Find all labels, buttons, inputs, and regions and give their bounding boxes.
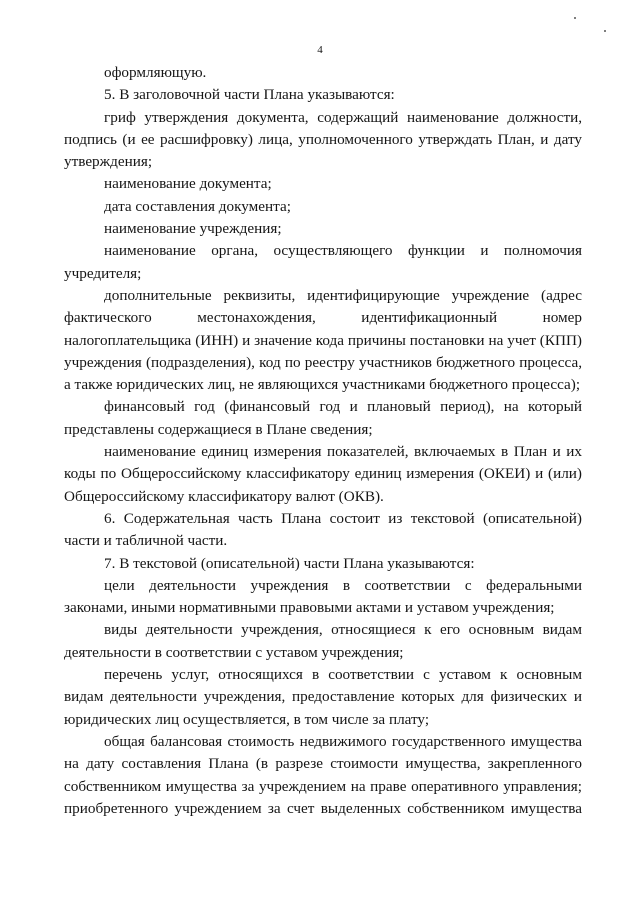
- paragraph: цели деятельности учреждения в соответствии с федеральными законами, иными нормативными правовыми актами и уставом учреждения;: [64, 576, 582, 617]
- paragraph: финансовый год (финансовый год и плановый период), на который представлены содержащиеся в Плане сведения;: [64, 398, 582, 438]
- paragraph: 7. В текстовой (описательной) части Плана указываются:: [104, 554, 475, 572]
- paragraph: наименование документа;: [104, 175, 272, 193]
- paragraph: 6. Содержательная часть Плана состоит из текстовой (описательной) части и табличной части.: [64, 509, 582, 550]
- paragraph: 5. В заголовочной части Плана указываются:: [104, 86, 395, 104]
- paragraph: дополнительные реквизиты, идентифицирующие учреждение (адрес фактического местонахождения, идентификационный номер налогоплательщика (ИНН) и значение кода причины постановки на учет (КПП) учреждения (подразделения), код по реестру участников бюджетного процесса, а также юридических лиц, не являющихся участниками бюджетного процесса);: [64, 286, 582, 394]
- paragraph: оформляющую.: [104, 64, 207, 81]
- page-number: 4: [317, 44, 323, 56]
- paragraph: гриф утверждения документа, содержащий наименование должности, подпись (и ее расшифровку) лица, уполномоченного утверждать План, и дату утверждения;: [64, 108, 582, 171]
- document-body: [64, 62, 582, 820]
- scan-artifact-dot: [574, 17, 576, 19]
- paragraph: общая балансовая стоимость недвижимого государственного имущества на дату составления Плана (в разрезе стоимости имущества, закрепленного собственником имущества за учреждением на праве оперативного управления; приобретенного учреждением за счет выделенных собственником имущества: [64, 732, 582, 817]
- paragraph: перечень услуг, относящихся в соответствии с уставом к основным видам деятельности учреждения, предоставление которых для физических и юридических лиц осуществляется, в том числе за плату;: [64, 666, 582, 728]
- paragraph: наименование органа, осуществляющего функции и полномочия учредителя;: [64, 242, 582, 282]
- scan-artifact-dot: [604, 30, 606, 32]
- paragraph: наименование единиц измерения показателей, включаемых в План и их коды по Общероссийскому классификатору единиц измерения (ОКЕИ) и (или) Общероссийскому классификатору валют (ОКВ).: [64, 443, 582, 505]
- paragraph: дата составления документа;: [104, 197, 291, 215]
- paragraph: наименование учреждения;: [104, 220, 282, 238]
- paragraph: виды деятельности учреждения, относящиеся к его основным видам деятельности в соответствии с уставом учреждения;: [64, 621, 582, 661]
